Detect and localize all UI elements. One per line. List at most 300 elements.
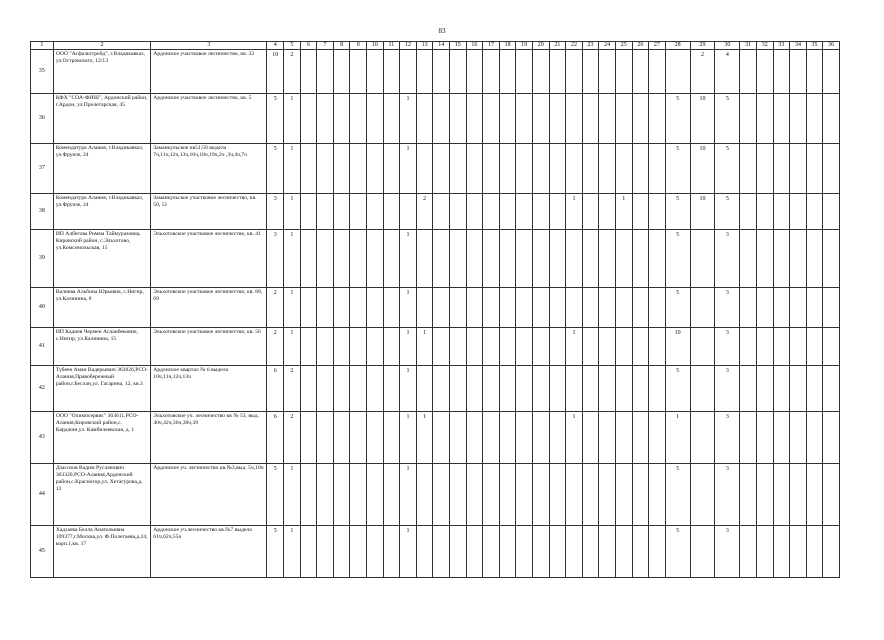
value-cell (300, 230, 317, 288)
value-cell (615, 50, 632, 94)
value-cell: 3 (715, 526, 740, 578)
value-cell (416, 464, 433, 526)
table-row (31, 412, 840, 464)
value-cell (649, 328, 666, 366)
value-cell (333, 144, 350, 194)
column-header: 23 (582, 42, 599, 50)
value-cell (632, 366, 649, 412)
value-cell (549, 50, 566, 94)
value-cell (806, 412, 823, 464)
value-cell: 1 (284, 288, 301, 328)
value-cell (532, 50, 549, 94)
value-cell: 2 (284, 412, 301, 464)
value-cell (773, 94, 790, 144)
value-cell (756, 412, 773, 464)
value-cell (740, 288, 757, 328)
value-cell (300, 526, 317, 578)
value-cell: 5 (665, 94, 690, 144)
value-cell: 1 (566, 194, 583, 230)
value-cell (433, 366, 450, 412)
value-cell: 10 (267, 50, 284, 94)
value-cell (532, 328, 549, 366)
value-cell (333, 328, 350, 366)
value-cell: 5 (665, 526, 690, 578)
value-cell (806, 464, 823, 526)
value-cell (649, 464, 666, 526)
value-cell (615, 94, 632, 144)
table-row (31, 288, 840, 328)
value-cell: 1 (416, 412, 433, 464)
value-cell (823, 50, 840, 94)
value-cell (317, 144, 334, 194)
table-row (31, 194, 840, 230)
value-cell: 3 (715, 328, 740, 366)
column-header: 20 (532, 42, 549, 50)
value-cell: 1 (400, 464, 417, 526)
lessee-cell: Дзасохов Вадим Русланович 363320,РСО-Алания,Ардонский район,с.Красногор,ул. Хетагурова,д. 12 (53, 464, 150, 526)
location-cell: Заманкульское участковое лесничество, кв. 50, 51 (151, 194, 267, 230)
value-cell (466, 230, 483, 288)
value-cell (532, 194, 549, 230)
value-cell: 1 (400, 412, 417, 464)
value-cell: 1 (566, 412, 583, 464)
value-cell (350, 526, 367, 578)
column-header: 6 (300, 42, 317, 50)
value-cell (416, 94, 433, 144)
value-cell: 2 (416, 194, 433, 230)
column-header: 9 (350, 42, 367, 50)
value-cell (350, 412, 367, 464)
location-cell: Ардонское уч. лесничество кв.№3,выд. 5ч,10ч (151, 464, 267, 526)
location-cell: Ардонское участковое лесничество, кв. 32 (151, 50, 267, 94)
value-cell (433, 144, 450, 194)
value-cell (790, 412, 807, 464)
page-number: 83 (438, 27, 446, 35)
value-cell (333, 412, 350, 464)
value-cell (532, 94, 549, 144)
value-cell: 3 (715, 412, 740, 464)
value-cell (823, 194, 840, 230)
value-cell: 1 (284, 230, 301, 288)
value-cell (599, 464, 616, 526)
value-cell (449, 526, 466, 578)
lessee-cell: Комендатура Алания, г.Владикавказ, ул.Фрунзе, 24 (53, 194, 150, 230)
value-cell: 5 (267, 144, 284, 194)
column-header: 29 (690, 42, 715, 50)
column-header: 1 (31, 42, 54, 50)
value-cell (317, 230, 334, 288)
value-cell (549, 412, 566, 464)
location-cell: Эльхотовское участковое лесничество, кв. 68, 69 (151, 288, 267, 328)
value-cell (516, 94, 533, 144)
column-header: 8 (333, 42, 350, 50)
value-cell: 1 (284, 526, 301, 578)
value-cell (383, 230, 400, 288)
value-cell: 1 (400, 526, 417, 578)
value-cell (599, 366, 616, 412)
value-cell (649, 412, 666, 464)
value-cell (466, 526, 483, 578)
value-cell (466, 464, 483, 526)
value-cell (483, 144, 500, 194)
column-header: 22 (566, 42, 583, 50)
value-cell (549, 144, 566, 194)
value-cell (823, 144, 840, 194)
lessee-cell: Валиева Альбина Юрьевна, с.Нигир, ул.Калинина, 8 (53, 288, 150, 328)
value-cell (416, 526, 433, 578)
table-row (31, 144, 840, 194)
value-cell (532, 230, 549, 288)
value-cell (740, 50, 757, 94)
value-cell: 2 (284, 366, 301, 412)
location-cell: Заманкульское кв51;50 выдела 7ч,11ч,12ч,13ч,16ч,18ч,19ч,2ч ,3ч,4ч,7ч (151, 144, 267, 194)
value-cell (690, 412, 715, 464)
value-cell (516, 526, 533, 578)
value-cell: 3 (715, 366, 740, 412)
value-cell (383, 412, 400, 464)
value-cell (599, 94, 616, 144)
value-cell (350, 366, 367, 412)
value-cell (433, 50, 450, 94)
column-header: 5 (284, 42, 301, 50)
value-cell: 5 (665, 230, 690, 288)
column-header: 12 (400, 42, 417, 50)
value-cell (756, 464, 773, 526)
value-cell (532, 464, 549, 526)
value-cell (690, 526, 715, 578)
value-cell (300, 328, 317, 366)
value-cell: 5 (267, 464, 284, 526)
column-header: 31 (740, 42, 757, 50)
value-cell (317, 366, 334, 412)
value-cell (300, 50, 317, 94)
value-cell (790, 328, 807, 366)
value-cell: 3 (715, 288, 740, 328)
value-cell (649, 144, 666, 194)
value-cell (649, 194, 666, 230)
table-header-row (31, 42, 840, 50)
value-cell (350, 50, 367, 94)
value-cell: 2 (284, 50, 301, 94)
column-header: 2 (53, 42, 150, 50)
value-cell (483, 464, 500, 526)
value-cell (466, 366, 483, 412)
value-cell (367, 464, 384, 526)
value-cell (756, 230, 773, 288)
value-cell (690, 288, 715, 328)
value-cell (300, 366, 317, 412)
value-cell (350, 288, 367, 328)
row-number: 40 (31, 288, 54, 328)
value-cell (649, 526, 666, 578)
value-cell (317, 94, 334, 144)
table-row (31, 526, 840, 578)
value-cell (806, 366, 823, 412)
value-cell (665, 50, 690, 94)
value-cell: 1 (284, 94, 301, 144)
value-cell (317, 328, 334, 366)
value-cell (599, 194, 616, 230)
lessee-cell: ИП Албегова Римма Таймуразовна, Кировский район, с.Эльхотово, ул.Комсомольская, 15 (53, 230, 150, 288)
table-row (31, 94, 840, 144)
value-cell (806, 288, 823, 328)
value-cell (806, 94, 823, 144)
value-cell (599, 50, 616, 94)
value-cell (615, 144, 632, 194)
column-header: 32 (756, 42, 773, 50)
lessee-cell: КФХ "СОА-ФИШ", Ардонский район, г.Ардон, ул.Пролетарская, 45 (53, 94, 150, 144)
value-cell (449, 50, 466, 94)
value-cell (516, 366, 533, 412)
row-number: 41 (31, 328, 54, 366)
value-cell (566, 464, 583, 526)
value-cell (483, 328, 500, 366)
row-number: 42 (31, 366, 54, 412)
value-cell: 1 (400, 288, 417, 328)
value-cell (466, 194, 483, 230)
value-cell (740, 144, 757, 194)
value-cell (823, 526, 840, 578)
value-cell (823, 94, 840, 144)
column-header: 11 (383, 42, 400, 50)
column-header: 30 (715, 42, 740, 50)
value-cell (582, 230, 599, 288)
data-table (30, 41, 840, 578)
value-cell (483, 366, 500, 412)
value-cell (566, 230, 583, 288)
value-cell (449, 94, 466, 144)
value-cell (499, 288, 516, 328)
value-cell (483, 230, 500, 288)
value-cell (740, 526, 757, 578)
row-number: 43 (31, 412, 54, 464)
value-cell: 1 (665, 412, 690, 464)
value-cell: 5 (715, 94, 740, 144)
value-cell: 5 (267, 94, 284, 144)
value-cell: 1 (400, 366, 417, 412)
value-cell (790, 288, 807, 328)
value-cell (367, 412, 384, 464)
column-header: 34 (790, 42, 807, 50)
table-row (31, 50, 840, 94)
value-cell (790, 194, 807, 230)
row-number: 38 (31, 194, 54, 230)
value-cell (823, 288, 840, 328)
location-cell: Эльхотовское уч. лесничество кв № 53, выд. 40ч,42ч,36ч,30ч,39 (151, 412, 267, 464)
value-cell: 5 (715, 194, 740, 230)
value-cell (790, 526, 807, 578)
value-cell (806, 50, 823, 94)
value-cell (317, 464, 334, 526)
value-cell (466, 94, 483, 144)
value-cell (483, 194, 500, 230)
value-cell (449, 366, 466, 412)
value-cell: 1 (400, 144, 417, 194)
value-cell (790, 144, 807, 194)
table-row (31, 366, 840, 412)
value-cell (499, 526, 516, 578)
value-cell (632, 50, 649, 94)
value-cell (483, 526, 500, 578)
value-cell (632, 194, 649, 230)
value-cell (483, 50, 500, 94)
value-cell (516, 288, 533, 328)
value-cell (300, 464, 317, 526)
value-cell (449, 194, 466, 230)
row-number: 44 (31, 464, 54, 526)
column-header: 17 (483, 42, 500, 50)
value-cell (740, 366, 757, 412)
value-cell (466, 50, 483, 94)
value-cell (499, 412, 516, 464)
value-cell (367, 194, 384, 230)
value-cell (367, 230, 384, 288)
column-header: 35 (806, 42, 823, 50)
value-cell (367, 288, 384, 328)
value-cell (350, 94, 367, 144)
value-cell (333, 94, 350, 144)
value-cell (773, 288, 790, 328)
value-cell (317, 412, 334, 464)
value-cell: 2 (267, 288, 284, 328)
value-cell (740, 464, 757, 526)
value-cell: 5 (665, 464, 690, 526)
value-cell (549, 94, 566, 144)
value-cell (333, 194, 350, 230)
value-cell (416, 144, 433, 194)
value-cell: 6 (267, 366, 284, 412)
value-cell (823, 328, 840, 366)
value-cell (566, 366, 583, 412)
value-cell: 5 (715, 144, 740, 194)
value-cell (599, 412, 616, 464)
value-cell (632, 464, 649, 526)
column-header: 7 (317, 42, 334, 50)
value-cell (367, 94, 384, 144)
value-cell (649, 94, 666, 144)
value-cell (416, 288, 433, 328)
value-cell: 10 (665, 328, 690, 366)
value-cell (756, 50, 773, 94)
value-cell (740, 230, 757, 288)
value-cell (499, 194, 516, 230)
value-cell (773, 526, 790, 578)
value-cell (549, 328, 566, 366)
value-cell (823, 366, 840, 412)
value-cell (516, 144, 533, 194)
value-cell (499, 230, 516, 288)
value-cell (773, 50, 790, 94)
value-cell: 3 (715, 464, 740, 526)
value-cell (632, 526, 649, 578)
value-cell (690, 366, 715, 412)
value-cell (483, 412, 500, 464)
value-cell (756, 288, 773, 328)
value-cell (756, 526, 773, 578)
value-cell (532, 144, 549, 194)
value-cell (499, 328, 516, 366)
value-cell (690, 328, 715, 366)
value-cell (383, 50, 400, 94)
value-cell (400, 50, 417, 94)
value-cell (466, 328, 483, 366)
value-cell (582, 50, 599, 94)
value-cell (615, 328, 632, 366)
location-cell: Ардонское участковое лесничество, кв. 5 (151, 94, 267, 144)
value-cell (632, 288, 649, 328)
value-cell (806, 144, 823, 194)
value-cell (433, 94, 450, 144)
column-header: 28 (665, 42, 690, 50)
value-cell (773, 194, 790, 230)
value-cell: 1 (400, 230, 417, 288)
value-cell (599, 144, 616, 194)
value-cell (433, 288, 450, 328)
value-cell (383, 194, 400, 230)
value-cell (516, 230, 533, 288)
value-cell (773, 412, 790, 464)
value-cell: 5 (665, 288, 690, 328)
column-header: 36 (823, 42, 840, 50)
table-row (31, 328, 840, 366)
column-header: 24 (599, 42, 616, 50)
value-cell (300, 412, 317, 464)
value-cell (317, 288, 334, 328)
value-cell (632, 230, 649, 288)
value-cell: 2 (267, 328, 284, 366)
value-cell (806, 194, 823, 230)
value-cell: 1 (566, 328, 583, 366)
value-cell (632, 328, 649, 366)
value-cell (400, 194, 417, 230)
column-header: 21 (549, 42, 566, 50)
value-cell (773, 464, 790, 526)
value-cell (449, 230, 466, 288)
value-cell (499, 50, 516, 94)
value-cell (649, 230, 666, 288)
column-header: 25 (615, 42, 632, 50)
column-header: 3 (151, 42, 267, 50)
value-cell (549, 526, 566, 578)
value-cell (790, 94, 807, 144)
value-cell (449, 288, 466, 328)
value-cell (532, 526, 549, 578)
value-cell: 10 (690, 194, 715, 230)
location-cell: Эльхотовское участковое лесничество, кв. 41 (151, 230, 267, 288)
value-cell: 1 (615, 194, 632, 230)
value-cell (756, 328, 773, 366)
value-cell (350, 230, 367, 288)
value-cell (516, 328, 533, 366)
row-number: 37 (31, 144, 54, 194)
value-cell (566, 50, 583, 94)
value-cell (549, 288, 566, 328)
value-cell (740, 194, 757, 230)
value-cell (566, 526, 583, 578)
value-cell: 1 (284, 464, 301, 526)
row-number: 45 (31, 526, 54, 578)
value-cell: 6 (267, 412, 284, 464)
value-cell (333, 230, 350, 288)
value-cell: 3 (267, 194, 284, 230)
value-cell: 3 (267, 230, 284, 288)
value-cell (516, 464, 533, 526)
value-cell (383, 94, 400, 144)
value-cell (756, 144, 773, 194)
value-cell (582, 464, 599, 526)
value-cell (449, 144, 466, 194)
value-cell (632, 412, 649, 464)
